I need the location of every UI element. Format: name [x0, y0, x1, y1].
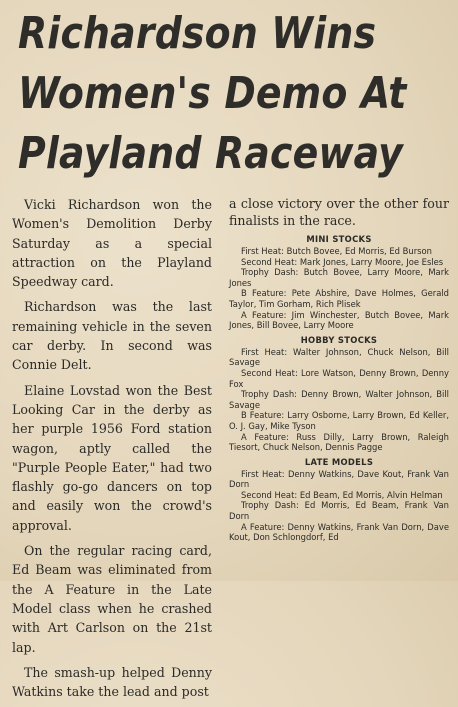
result-entry: A Feature: Jim Winchester, Butch Bovee, Mark Jones, Bill Bovee, Larry Moore: [229, 309, 449, 331]
headline-line-1: Richardson Wins: [18, 8, 377, 59]
article-paragraph: Vicki Richardson won the Women's Demolition Derby Saturday as a special attraction on the Playland Speedway card.: [12, 197, 212, 290]
article-paragraph: a close victory over the other four finalists in the race.: [229, 196, 449, 228]
section-title-hobby-stocks: HOBBY STOCKS: [300, 334, 378, 345]
article-paragraph: Richardson was the last remaining vehicle in the seven car derby. In second was Connie Delt.: [12, 299, 212, 373]
result-entry: A Feature: Russ Dilly, Larry Brown, Raleigh Tiesort, Chuck Nelson, Dennis Pagge: [229, 431, 449, 453]
result-entry: Trophy Dash: Ed Morris, Ed Beam, Frank Van Dorn: [229, 500, 449, 522]
result-entry: Second Heat: Lore Watson, Denny Brown, Denny Fox: [229, 367, 449, 389]
result-entry: First Heat: Denny Watkins, Dave Kout, Frank Van Dorn: [229, 468, 449, 490]
section-title-late-models: LATE MODELS: [304, 456, 374, 467]
result-entry: First Heat: Walter Johnson, Chuck Nelson, Bill Savage: [229, 346, 449, 368]
result-entry: B Feature: Larry Osborne, Larry Brown, Ed Keller, O. J. Gay, Mike Tyson: [229, 410, 449, 431]
result-entry: A Feature: Denny Watkins, Frank Van Dorn, Dave Kout, Don Schlongdorf, Ed: [229, 521, 449, 543]
article-left-column: [12, 195, 212, 707]
result-entry: B Feature: Pete Abshire, Dave Holmes, Gerald Taylor, Tim Gorham, Rich Plisek: [229, 288, 449, 309]
headline-line-2: Women's Demo At: [18, 68, 407, 119]
result-entry: Second Heat: Mark Jones, Larry Moore, Joe Esles: [241, 256, 444, 267]
result-entry: Second Heat: Ed Beam, Ed Morris, Alvin Helman: [241, 489, 443, 500]
article-paragraph: Elaine Lovstad won the Best Looking Car in the derby as her purple 1956 Ford station wagon, aptly called the "Purple People Eater," had two flashly go-go dancers on top and easily won the crowd's approval.: [12, 382, 212, 533]
article-paragraph: The smash-up helped Denny Watkins take the lead and post: [12, 664, 212, 700]
article-paragraph: On the regular racing card, Ed Beam was eliminated from the A Feature in the Late Model class when he crashed with Art Carlson on the 21st lap.: [12, 543, 212, 655]
article-right-column: [229, 195, 449, 543]
headline-line-3: Playland Raceway: [18, 128, 403, 179]
result-entry: First Heat: Butch Bovee, Ed Morris, Ed Burson: [241, 246, 432, 256]
section-title-mini-stocks: MINI STOCKS: [306, 234, 372, 244]
result-entry: Trophy Dash: Butch Bovee, Larry Moore, Mark Jones: [229, 267, 449, 288]
headline: [18, 4, 407, 184]
result-entry: Trophy Dash: Denny Brown, Walter Johnson, Bill Savage: [229, 389, 449, 410]
